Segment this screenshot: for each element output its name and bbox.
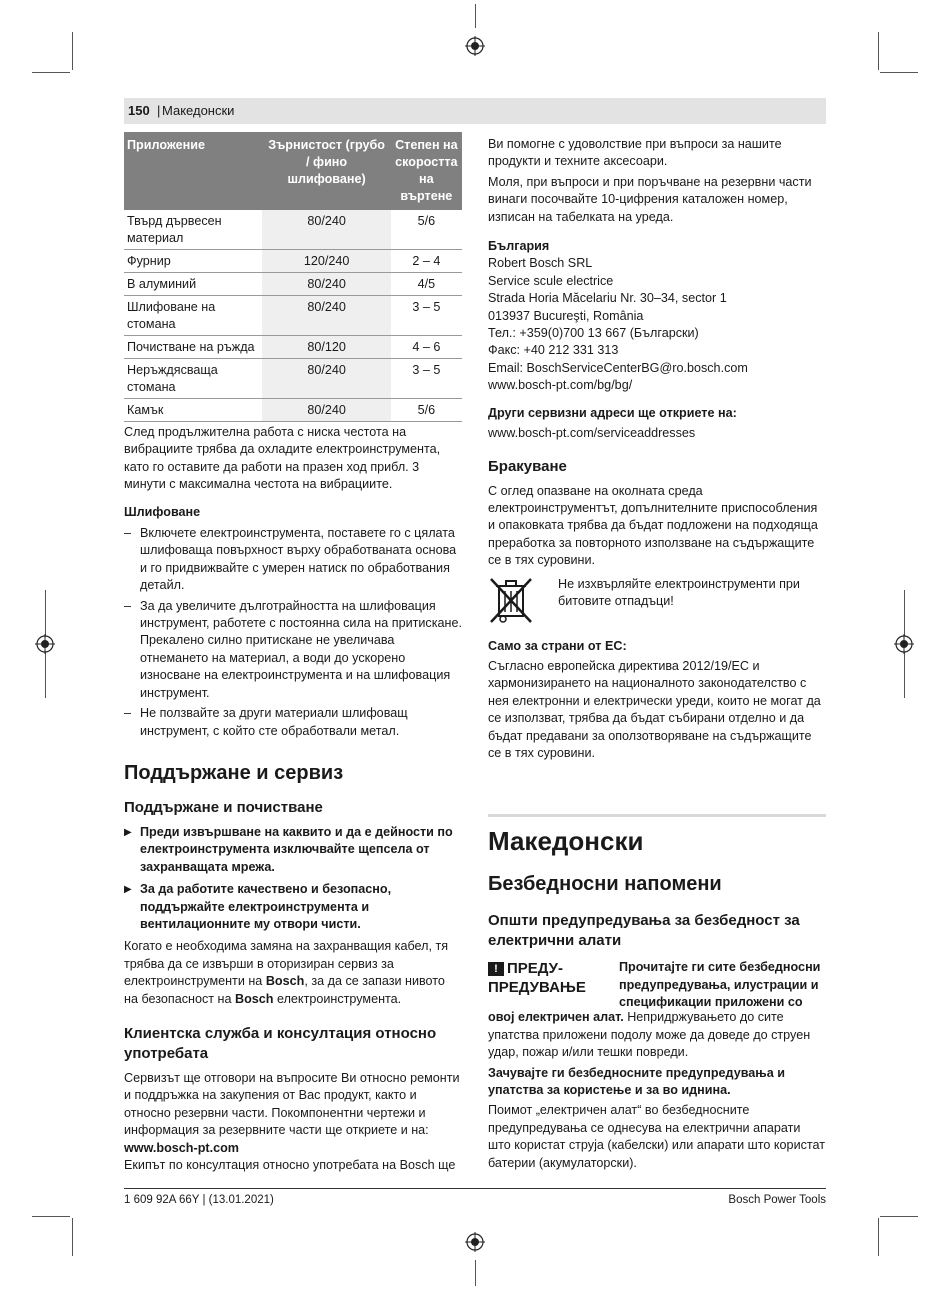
grit-speed-table xyxy=(124,132,462,422)
warning-label-text: ПРЕДУ-ПРЕДУВАЊЕ xyxy=(488,960,586,997)
crop-mark xyxy=(878,1218,879,1256)
registration-mark-icon xyxy=(465,1232,485,1252)
crop-mark xyxy=(878,32,879,70)
registration-mark-icon xyxy=(35,634,55,654)
crop-mark xyxy=(32,72,70,73)
table-header: Степен на скоростта на въртене xyxy=(391,132,462,210)
table-header: Приложение xyxy=(124,132,262,210)
country-title: България xyxy=(488,239,550,254)
crop-mark xyxy=(72,32,73,70)
right-column xyxy=(488,136,826,1175)
registration-mark-icon xyxy=(465,36,485,56)
text-span: , за да се запази нивото на безопасност на xyxy=(124,974,445,1006)
paragraph: Екипът по консултация относно употребата на Bosch ще xyxy=(124,1158,456,1172)
table-row xyxy=(124,296,462,336)
text-span: Когато е необходима замяна на захранващия кабел, тя трябва да се извърши в оторизиран сервиз за електроинструменти на xyxy=(124,939,449,989)
crop-mark xyxy=(475,4,476,28)
paragraph xyxy=(488,1009,826,1061)
paragraph: Зачувајте ги безбедносните предупредувања и упатства за користење и за во иднина. xyxy=(488,1065,785,1097)
table-cell: 4 – 6 xyxy=(391,336,462,359)
warning-block xyxy=(488,959,826,1009)
table-cell: 3 – 5 xyxy=(391,359,462,399)
table-cell: 80/240 xyxy=(262,296,390,336)
list-item: ▶ Преди извършване на каквито и да е дейности по електроинструмента изключвайте щепсела от захранващата мрежа. xyxy=(124,824,462,876)
brand-text: Bosch xyxy=(265,974,305,989)
table-cell: 4/5 xyxy=(391,273,462,296)
address-line: Service scule electrice xyxy=(488,273,614,288)
crop-mark xyxy=(904,590,905,636)
left-column xyxy=(124,132,462,1177)
list-item: ▶ За да работите качествено и безопасно, поддържайте електроинструмента и вентилационните му отвори чисти. xyxy=(124,881,462,933)
website-link[interactable]: www.bosch-pt.com/bg/bg/ xyxy=(488,378,633,393)
warning-bold-continued: овој електричен алат. xyxy=(488,1010,624,1025)
address-line: Robert Bosch SRL xyxy=(488,256,593,271)
table-row xyxy=(124,210,462,250)
subsection-title: Поддържане и почистване xyxy=(124,798,323,816)
table-cell: Неръждясваща стомана xyxy=(124,359,262,399)
subsection-title: Шлифоване xyxy=(124,504,201,519)
brand-text: Bosch xyxy=(235,991,274,1006)
service-url-link[interactable]: www.bosch-pt.com xyxy=(124,1140,239,1155)
table-row xyxy=(124,336,462,359)
warning-label xyxy=(488,959,613,997)
table-cell: 5/6 xyxy=(391,399,462,422)
crop-mark xyxy=(45,590,46,636)
table-cell: 80/240 xyxy=(262,359,390,399)
table-cell: Твърд дървесен материал xyxy=(124,210,262,250)
table-cell: Шлифоване на стомана xyxy=(124,296,262,336)
list-item: – Включете електроинструмента, поставете го с цялата шлифоваща повърхност върху обработваната основа и го придвижвайте с умерен натиск по обработвания детайл. xyxy=(124,525,462,595)
paragraph: Сервизът ще отговори на въпросите Ви относно ремонти и поддръжка на закупения от Вас продукт, както и относно резервни части. Покомпонентни чертежи и информация за резервните части ще откриете и на: xyxy=(124,1070,460,1138)
table-header: Зърнистост (грубо / фино шлифоване) xyxy=(262,132,390,210)
section-divider xyxy=(488,814,826,817)
header-separator: | xyxy=(157,103,161,118)
address-line: Тел.: +359(0)700 13 667 (Български) xyxy=(488,326,699,341)
crop-mark xyxy=(880,1216,918,1217)
table-cell: Камък xyxy=(124,399,262,422)
table-row xyxy=(124,273,462,296)
paragraph: След продължителна работа с ниска честота на вибрациите трябва да охладите електроинструмента, като го оставите да работи на празен ход прибл. 3 минути с максимална честота на вибрациите. xyxy=(124,425,441,492)
registration-mark-icon xyxy=(894,634,914,654)
table-cell: 5/6 xyxy=(391,210,462,250)
crop-mark xyxy=(72,1218,73,1256)
paragraph: Поимот „електричен алат“ во безбедносните предупредувања се однесува на електрични апарати што користат струја (кабелски) или апарати што користат батерии (акумулаторски). xyxy=(488,1103,826,1170)
table-row xyxy=(124,359,462,399)
subsection-title: Само за страни от ЕС: xyxy=(488,638,627,653)
subsection-title: Клиентска служба и консултация относно употребата xyxy=(124,1024,437,1062)
table-header-row xyxy=(124,132,462,210)
crop-mark xyxy=(45,652,46,698)
crop-mark xyxy=(32,1216,70,1217)
section-title: Безбедносни напомени xyxy=(488,873,722,896)
table-cell: 80/120 xyxy=(262,336,390,359)
subsection-title: Други сервизни адреси ще откриете на: xyxy=(488,405,737,420)
table-cell: 2 – 4 xyxy=(391,250,462,273)
table-cell: 120/240 xyxy=(262,250,390,273)
weee-text: Не изхвърляйте електроинструменти при битовите отпадъци! xyxy=(558,576,800,608)
paragraph: Съгласно европейска директива 2012/19/ЕС и хармонизирането на националното законодателство с нея електронни и електрически уреди, които не могат да се използват, трябва да бъдат събирани отделно и да бъдат предавани за оползотворяване на съдържащите се в тях суровини. xyxy=(488,658,821,760)
paragraph: Моля, при въпроси и при поръчване на резервни части винаги посочвайте 10-цифрения каталожен номер, изписан на табелката на уреда. xyxy=(488,174,812,224)
weee-notice xyxy=(488,576,826,626)
address-block xyxy=(488,255,826,394)
footer-rule xyxy=(124,1188,826,1189)
table-cell: В алуминий xyxy=(124,273,262,296)
table-cell: Почистване на ръжда xyxy=(124,336,262,359)
paragraph: С оглед опазване на околната среда електроинструментът, допълнителните приспособления и опаковката трябва да бъдат подложени на подходяща преработка за повторното използване на съдържащите се в тях суровини. xyxy=(488,483,818,568)
header-language: Македонски xyxy=(162,103,235,118)
table-cell: 80/240 xyxy=(262,273,390,296)
table-cell: 80/240 xyxy=(262,210,390,250)
crossed-bin-icon xyxy=(488,576,534,624)
footer-doc-id: 1 609 92A 66Y | (13.01.2021) xyxy=(124,1194,274,1206)
address-line: Strada Horia Măcelariu Nr. 30–34, sector 1 xyxy=(488,291,727,306)
subsection-title: Општи предупредувања за безбедност за електрични алати xyxy=(488,912,800,950)
subsection-title: Бракуване xyxy=(488,457,567,475)
table-cell: 80/240 xyxy=(262,399,390,422)
text-span: електроинструмента. xyxy=(273,991,402,1006)
warning-bold-text: Прочитајте ги сите безбедносни предупредувања, илустрации и спецификации приложени со xyxy=(619,960,821,1010)
address-line: 013937 Bucureşti, România xyxy=(488,308,644,323)
crop-mark xyxy=(880,72,918,73)
paragraph: Ви помогне с удоволствие при въпроси за нашите продукти и техните аксесоари. xyxy=(488,137,782,169)
paragraph xyxy=(124,938,462,1008)
language-title: Македонски xyxy=(488,826,644,857)
crop-mark xyxy=(904,652,905,698)
section-title: Поддържане и сервиз xyxy=(124,761,344,784)
table-row xyxy=(124,250,462,273)
table-row xyxy=(124,399,462,422)
table-cell: Фурнир xyxy=(124,250,262,273)
page-number: 150 xyxy=(128,103,150,118)
list-item: – За да увеличите дълготрайността на шлифовация инструмент, работете с постоянна сила на притискане. Прекалено силно притискане не увеличава отнемането на материал, а води до ускорено износване на електроинструмента и на шлифовация инструмент. xyxy=(124,598,462,702)
table-cell: 3 – 5 xyxy=(391,296,462,336)
service-addresses-link[interactable]: www.bosch-pt.com/serviceaddresses xyxy=(488,426,696,441)
crop-mark xyxy=(475,1260,476,1286)
page-header xyxy=(124,98,826,124)
email-link[interactable]: Email: BoschServiceCenterBG@ro.bosch.com xyxy=(488,360,748,375)
footer-brand: Bosch Power Tools xyxy=(728,1194,826,1206)
list-item: – Не ползвайте за други материали шлифоващ инструмент, с който сте обработвали метал. xyxy=(124,705,462,740)
address-line: Факс: +40 212 331 313 xyxy=(488,343,619,358)
text-span: Непридржувањето до сите упатства приложени подолу може да доведе до струен удар, пожар и/или тешки повреди. xyxy=(488,1010,811,1060)
warning-triangle-icon: ! xyxy=(488,962,504,976)
